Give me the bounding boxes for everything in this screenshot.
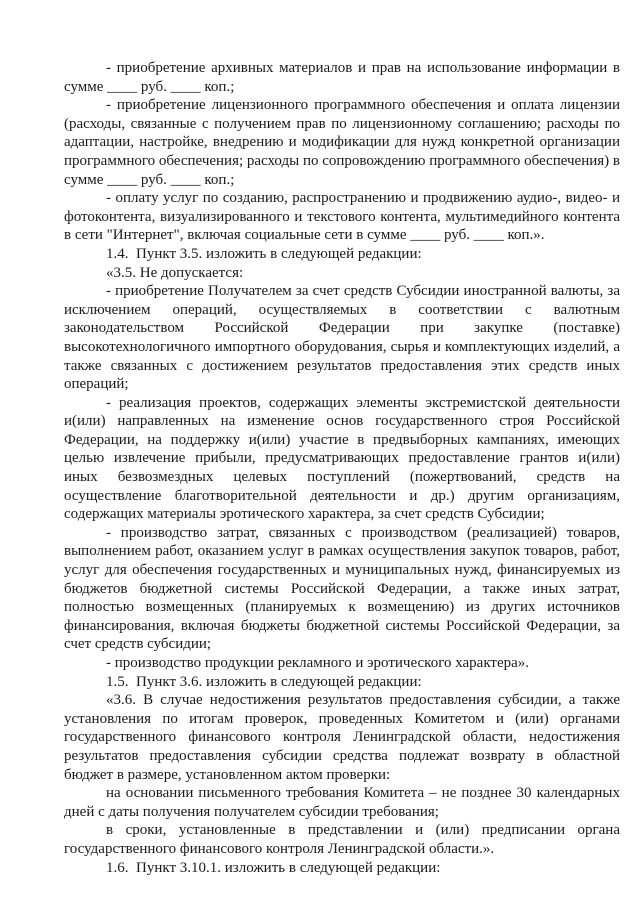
paragraph-production-costs: - производство затрат, связанных с производством (реализацией) товаров, выполнением работ, оказанием услуг в рамках осуществления закупок товаров, работ, услуг для обеспечения государственных и муниципальных нужд, финансируемых из бюджетов бюджетной системы Российской Федерации, а также иных затрат, полностью возмещенных (планируемых к возмещению) из других источников финансирования, включая бюджеты бюджетной системы Российской Федерации, за счет средств субсидии;: [64, 524, 620, 653]
document-body: [64, 59, 620, 877]
paragraph-control-deadlines: в сроки, установленные в представлении и (или) предписании органа государственного финансового контроля Ленинградской области.».: [64, 822, 620, 857]
paragraph-3-5-heading: «3.5. Не допускается:: [106, 264, 244, 281]
paragraph-content-services: - оплату услуг по созданию, распространению и продвижению аудио-, видео- и фотоконтента, визуализированного и текстового контента, мультимедийного контента в сети "Интернет", включая социальные сети в сумме ____ руб. ____ коп.».: [64, 190, 620, 244]
paragraph-3-6: «3.6. В случае недостижения результатов предоставления субсидии, а также установления по итогам проверок, проведенных Комитетом и (или) органами государственного финансового контроля Ленинградской области, недостижения результатов предоставления субсидии средства подлежат возврату в областной бюджет в размере, установленном актом проверки:: [64, 692, 620, 783]
item-number: 1.6.: [106, 859, 129, 876]
item-number: 1.5.: [106, 673, 129, 690]
paragraph-foreign-currency: - приобретение Получателем за счет средств Субсидии иностранной валюты, за исключением операций, осуществляемых в соответствии с валютным законодательством Российской Федерации при закупке (поставке) высокотехнологичного импортного оборудования, сырья и комплектующих изделий, а также связанных с достижением результатов предоставления этих средств иных операций;: [64, 283, 620, 393]
item-text: Пункт 3.6. изложить в следующей редакции:: [136, 673, 422, 690]
item-text: Пункт 3.5. изложить в следующей редакции:: [136, 245, 422, 262]
item-1-4: [64, 245, 620, 264]
item-number: 1.4.: [106, 245, 129, 262]
paragraph-advertising-products: - производство продукции рекламного и эротического характера».: [106, 655, 530, 671]
item-text: Пункт 3.10.1. изложить в следующей редакции:: [136, 859, 441, 876]
paragraph-written-demand: на основании письменного требования Комитета – не позднее 30 календарных дней с даты получения получателем субсидии требования;: [64, 785, 620, 820]
paragraph-extremist-projects: - реализация проектов, содержащих элементы экстремистской деятельности и(или) направленных на изменение основ государственного строя Российской Федерации, на поддержку и(или) участие в предвыборных кампаниях, имеющих целью извлечение прибыли, предусматривающих предоставление грантов и(или) иных безвозмездных целевых поступлений (пожертвований, средств на осуществление благотворительной деятельности и др.) другим организациям, содержащих материалы эротического характера, за счет средств Субсидии;: [64, 394, 620, 523]
paragraph-archive-materials: - приобретение архивных материалов и прав на использование информации в сумме ____ руб. ____ коп.;: [64, 60, 620, 95]
item-1-5: [64, 673, 620, 692]
item-1-6: [64, 859, 620, 878]
paragraph-software-license: - приобретение лицензионного программного обеспечения и оплата лицензии (расходы, связанные с получением прав по лицензионному соглашению; расходы по адаптации, настройке, внедрению и модификации для нужд конкретной организации программного обеспечения; расходы по сопровождению программного обеспечения) в сумме ____ руб. ____ коп.;: [64, 97, 620, 188]
